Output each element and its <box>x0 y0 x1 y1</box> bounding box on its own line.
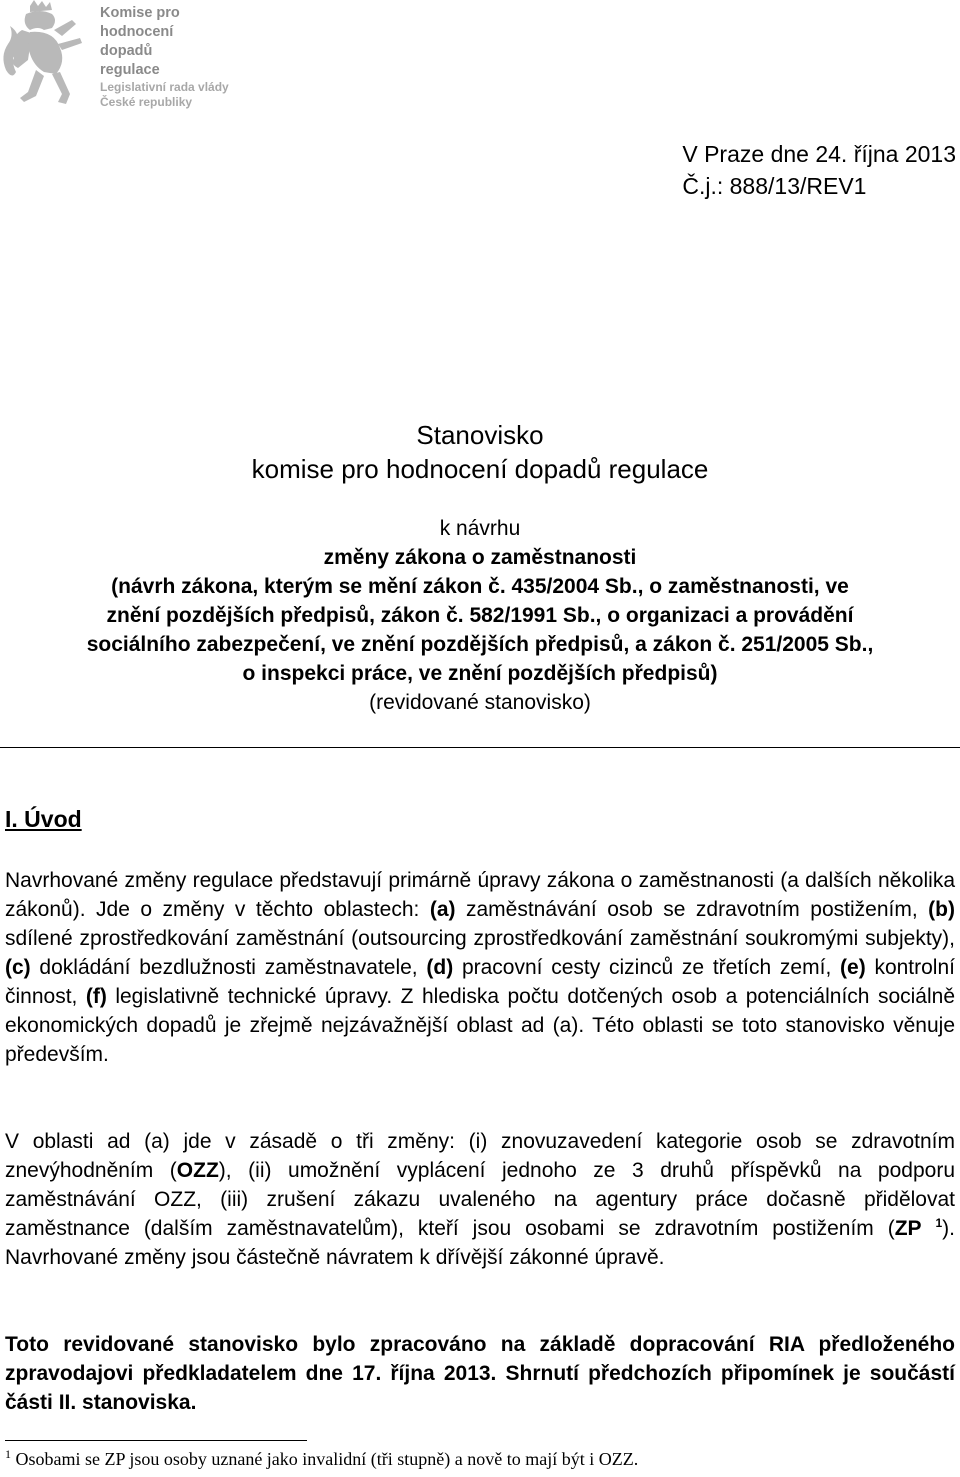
abbreviation: OZZ <box>176 1159 219 1182</box>
text-span: ). Navrhované změny jsou částečně návratem k dřívější zákonné úpravě. <box>5 1217 955 1269</box>
logo-text <box>100 4 229 110</box>
subject-line: sociálního zabezpečení, ve znění pozdějších předpisů, a zákon č. 251/2005 Sb., <box>86 633 874 656</box>
text-span: legislativně technické úpravy. Z hlediska počtu dotčených osob a potenciálních sociálně ekonomických dopadů je zřejmě nejzávažnější oblast ad (a). Této oblasti se toto stanovisko věnuje především. <box>5 985 955 1066</box>
paragraph-intro <box>5 866 955 1069</box>
abbreviation: ZP <box>894 1217 922 1240</box>
text-span: Navrhované změny regulace představují primárně úpravy zákona o zaměstnanosti (a dalších několika zákonů). Jde o změny v těchto oblastech: <box>5 869 955 921</box>
title-line: Stanovisko <box>416 420 544 450</box>
text-span: kontrolní činnost, <box>5 956 955 1008</box>
text-span: zaměstnávání osob se zdravotním postižením, <box>455 898 929 921</box>
text-span: pracovní cesty cizinců ze třetích zemí, <box>453 956 841 979</box>
title-line: komise pro hodnocení dopadů regulace <box>251 454 709 484</box>
logo-subline: České republiky <box>100 95 193 109</box>
logo-line: hodnocení <box>100 24 174 40</box>
subject-line: znění pozdějších předpisů, zákon č. 582/1991 Sb., o organizaci a provádění <box>106 604 854 627</box>
text-span: ), (ii) umožnění vyplácení jednoho ze 3 druhů příspěvků na podporu zaměstnávání OZZ, (iii) zrušení zákazu uvaleného na agentury práce dočasně přidělovat zaměstnance (dalším zaměstnavatelům), kteří jsou osobami se zdravotním postižením ( <box>5 1159 955 1240</box>
document-date: V Praze dne 24. října 2013 <box>682 141 956 167</box>
logo <box>0 0 230 110</box>
subject-line: změny zákona o zaměstnanosti <box>323 546 637 569</box>
item-marker: (f) <box>85 985 107 1008</box>
item-marker: (e) <box>840 956 866 979</box>
logo-line: regulace <box>100 62 160 78</box>
czech-lion-emblem-icon <box>0 0 96 108</box>
text-span: sdílené zprostředkování zaměstnání (outsourcing zprostředkování zaměstnání soukromými subjekty), <box>5 927 955 950</box>
horizontal-divider <box>0 747 960 748</box>
item-marker: (a) <box>429 898 456 921</box>
document-reference: Č.j.: 888/13/REV1 <box>682 173 867 199</box>
item-marker: (b) <box>928 898 955 921</box>
paragraph-area-a <box>5 1127 955 1272</box>
footnote <box>5 1447 638 1471</box>
date-reference-block <box>682 138 956 202</box>
text-span: dokládání bezdlužnosti zaměstnavatele, <box>30 956 427 979</box>
text-span: V oblasti ad (a) jde v zásadě o tři změny: (i) znovuzavedení kategorie osob se zdravotním znevýhodněním ( <box>5 1130 955 1182</box>
document-title <box>0 418 960 486</box>
subject-intro: k návrhu <box>439 517 521 540</box>
item-marker: (c) <box>5 956 31 979</box>
item-marker: (d) <box>426 956 454 979</box>
paragraph-revision-note: Toto revidované stanovisko bylo zpracováno na základě dopracování RIA předloženého zpravodajovi předkladatelem dne 17. října 2013. Shrnutí předchozích připomínek je součástí části II. stanoviska. <box>5 1333 955 1414</box>
footnote-text: Osobami se ZP jsou osoby uznané jako invalidní (tři stupně) a nově to mají být i OZZ. <box>11 1449 639 1469</box>
subject-line: (návrh zákona, kterým se mění zákon č. 435/2004 Sb., o zaměstnanosti, ve <box>111 575 849 598</box>
logo-line: dopadů <box>100 43 153 59</box>
logo-subline: Legislativní rada vlády <box>100 80 229 94</box>
document-subject <box>0 514 960 717</box>
subject-note: (revidované stanovisko) <box>369 691 591 714</box>
footnote-divider <box>5 1440 307 1441</box>
section-heading: I. Úvod <box>5 806 82 832</box>
subject-line: o inspekci práce, ve znění pozdějších předpisů) <box>242 662 718 685</box>
footnote-reference-number: 1 <box>935 1216 943 1230</box>
logo-line: Komise pro <box>100 5 180 21</box>
footnote-number: 1 <box>5 1447 11 1461</box>
